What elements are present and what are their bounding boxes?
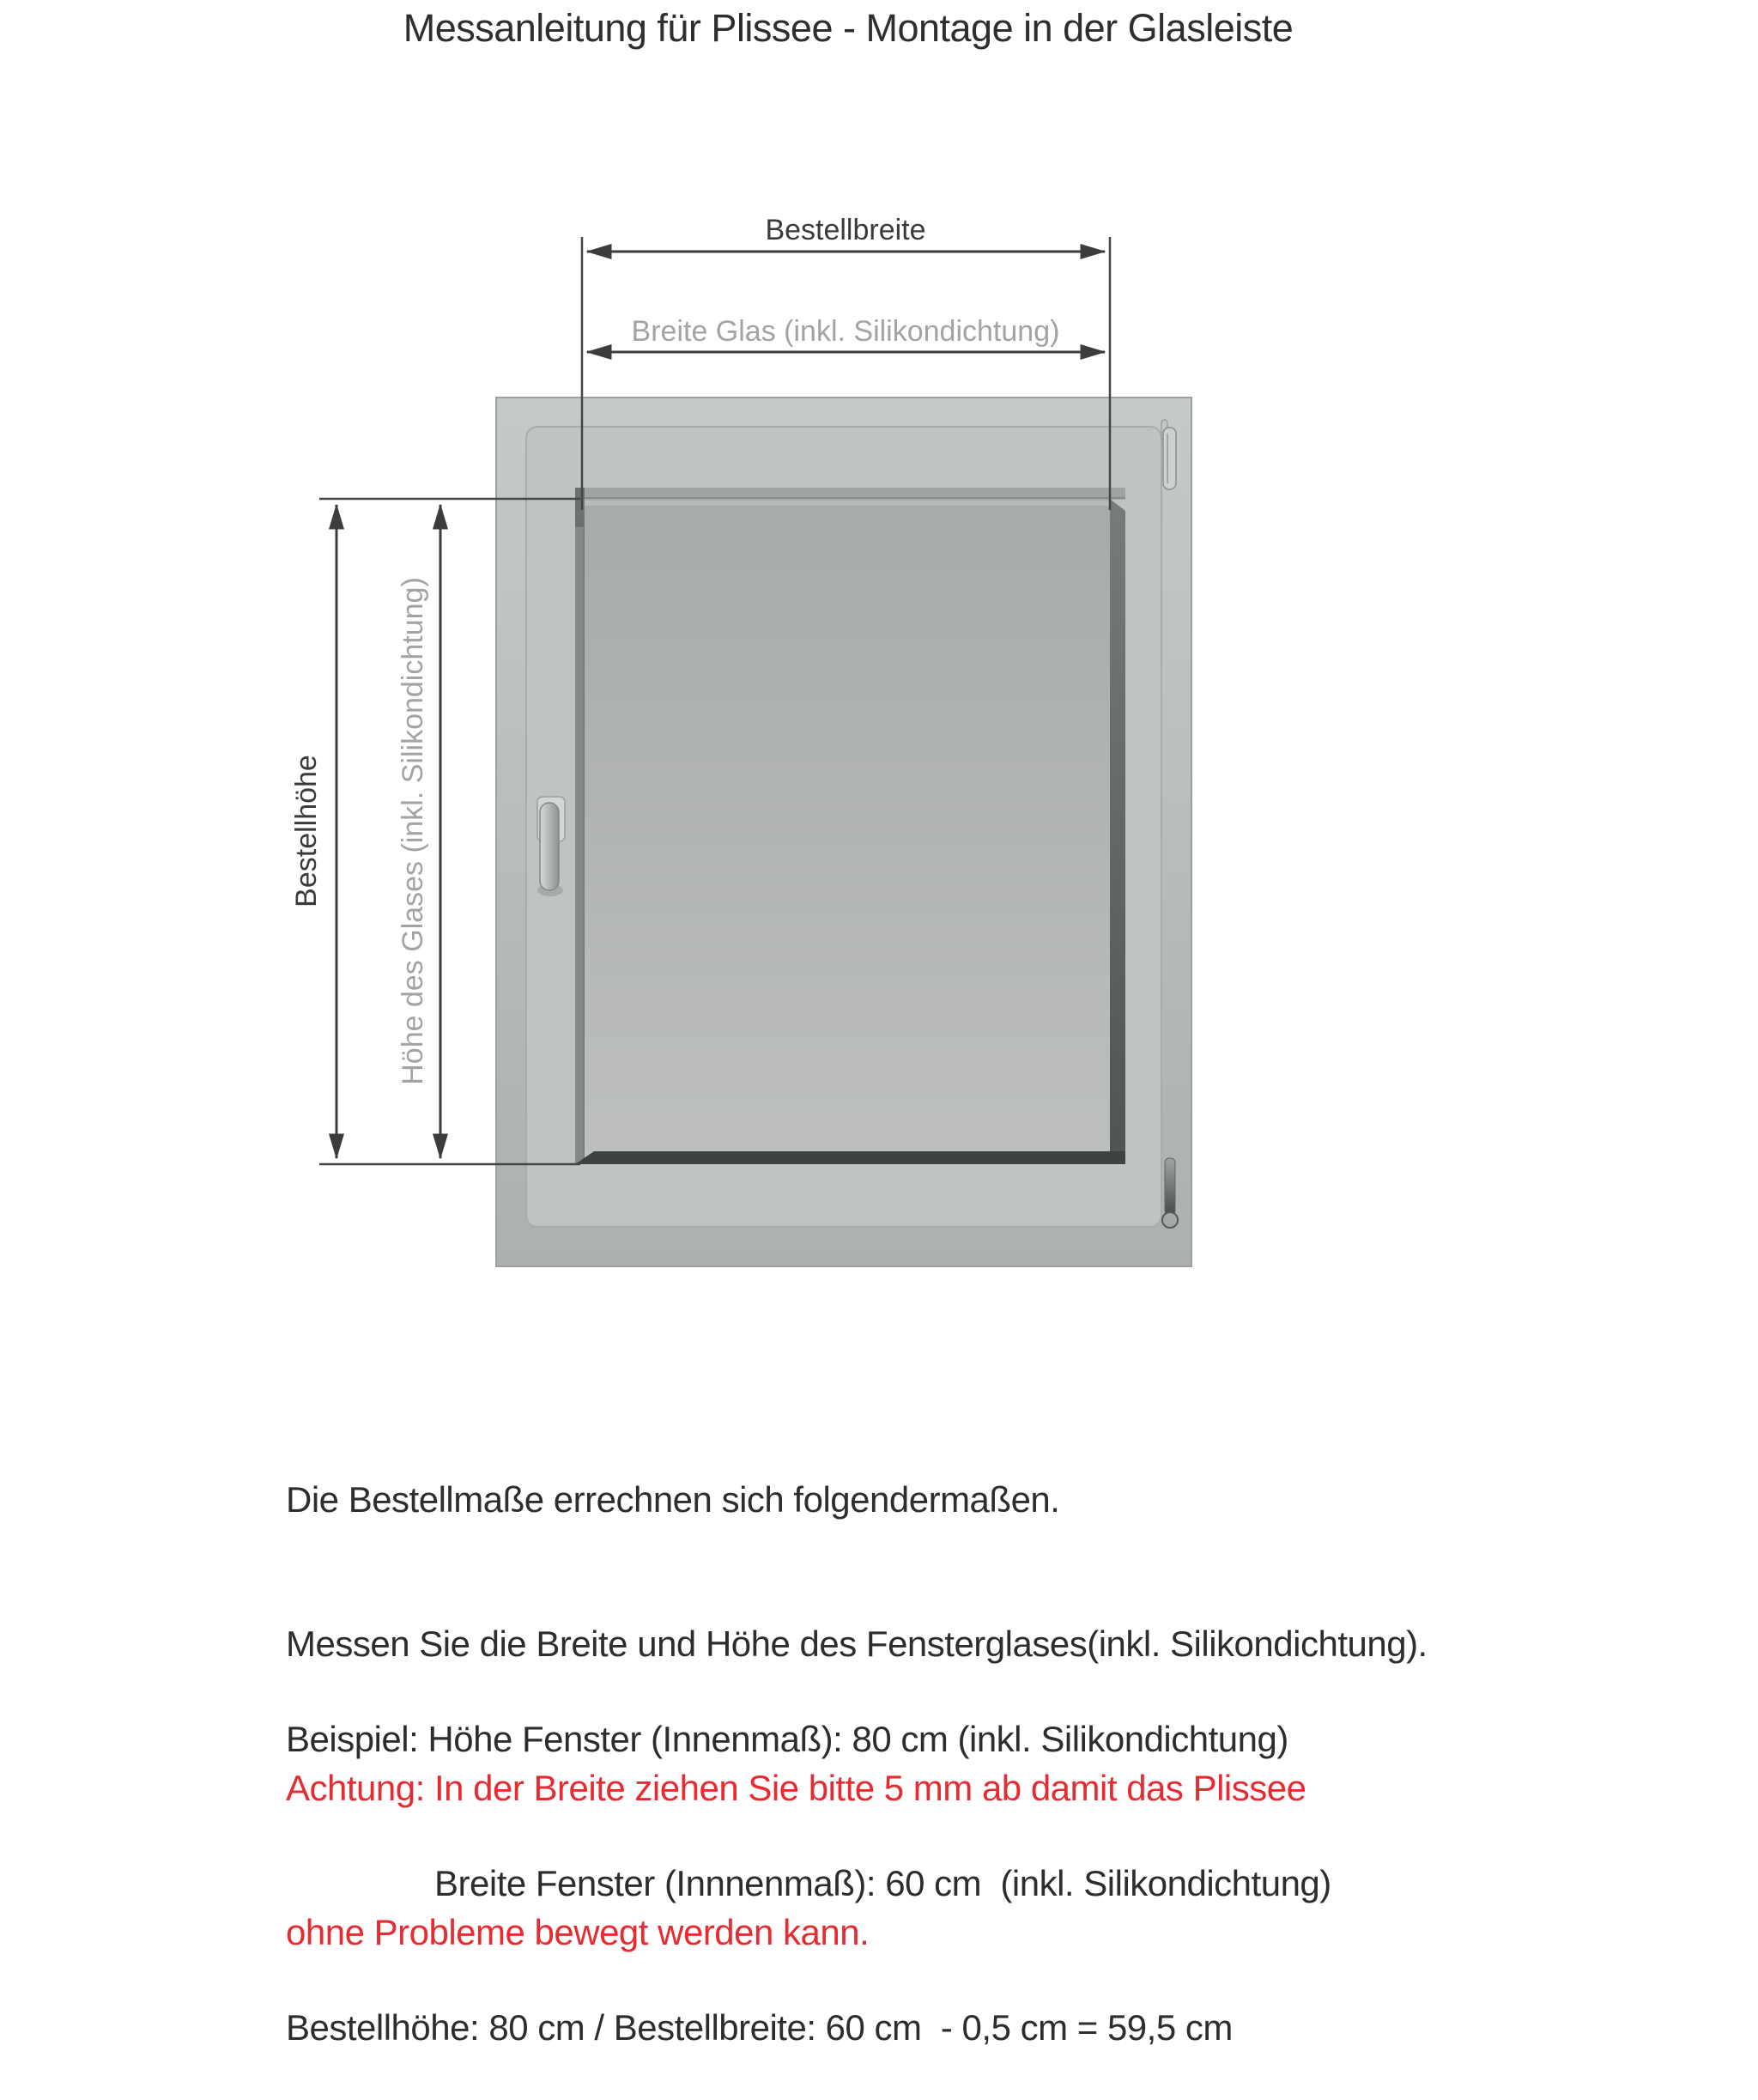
hinge-bottom (1165, 1158, 1175, 1215)
example-line-3: Bestellhöhe: 80 cm / Bestellbreite: 60 cm - 0,5 cm = 59,5 cm (286, 2007, 1233, 2048)
glazing-bead-bottom (575, 1151, 1125, 1164)
window-illustration (496, 398, 1191, 1266)
dim-label-glass-height: Höhe des Glases (inkl. Silikondichtung) (397, 577, 429, 1085)
example-block (286, 1619, 1331, 2100)
example-line-2: Breite Fenster (Innnenmaß): 60 cm (inkl. Silikondichtung) (434, 1863, 1331, 1903)
dim-label-order-width: Bestellbreite (765, 214, 926, 246)
instruction-warning-line-2: ohne Probleme bewegt werden kann. (286, 1912, 870, 1952)
glazing-bead-left-edge (584, 499, 585, 1164)
hinge-bottom-knob (1162, 1212, 1178, 1228)
hinge-top (1163, 428, 1176, 489)
glazing-bead-right (1110, 499, 1125, 1164)
hinge-top-inner-line (1167, 434, 1168, 483)
dim-label-glass-width: Breite Glas (inkl. Silikondichtung) (631, 315, 1060, 348)
glass-top-highlight (585, 501, 1110, 506)
instruction-line-1: Die Bestellmaße errechnen sich folgendermaßen. (286, 1479, 1060, 1520)
page-title: Messanleitung für Plissee - Montage in der Glasleiste (403, 6, 1294, 50)
dim-label-order-height: Bestellhöhe (290, 755, 323, 907)
instruction-warning-line-1: Achtung: In der Breite ziehen Sie bitte 5 mm ab damit das Plissee (286, 1768, 1306, 1808)
window-handle-grip (540, 803, 559, 890)
example-line-1: Beispiel: Höhe Fenster (Innenmaß): 80 cm (inkl. Silikondichtung) (286, 1719, 1288, 1759)
glass-pane (585, 499, 1110, 1151)
glazing-bead-left-top-shadow (575, 488, 585, 527)
glazing-bead-left (575, 488, 585, 1164)
instruction-line-2: Messen Sie die Breite und Höhe des Fensterglases(inkl. Silikondichtung). (286, 1624, 1428, 1664)
